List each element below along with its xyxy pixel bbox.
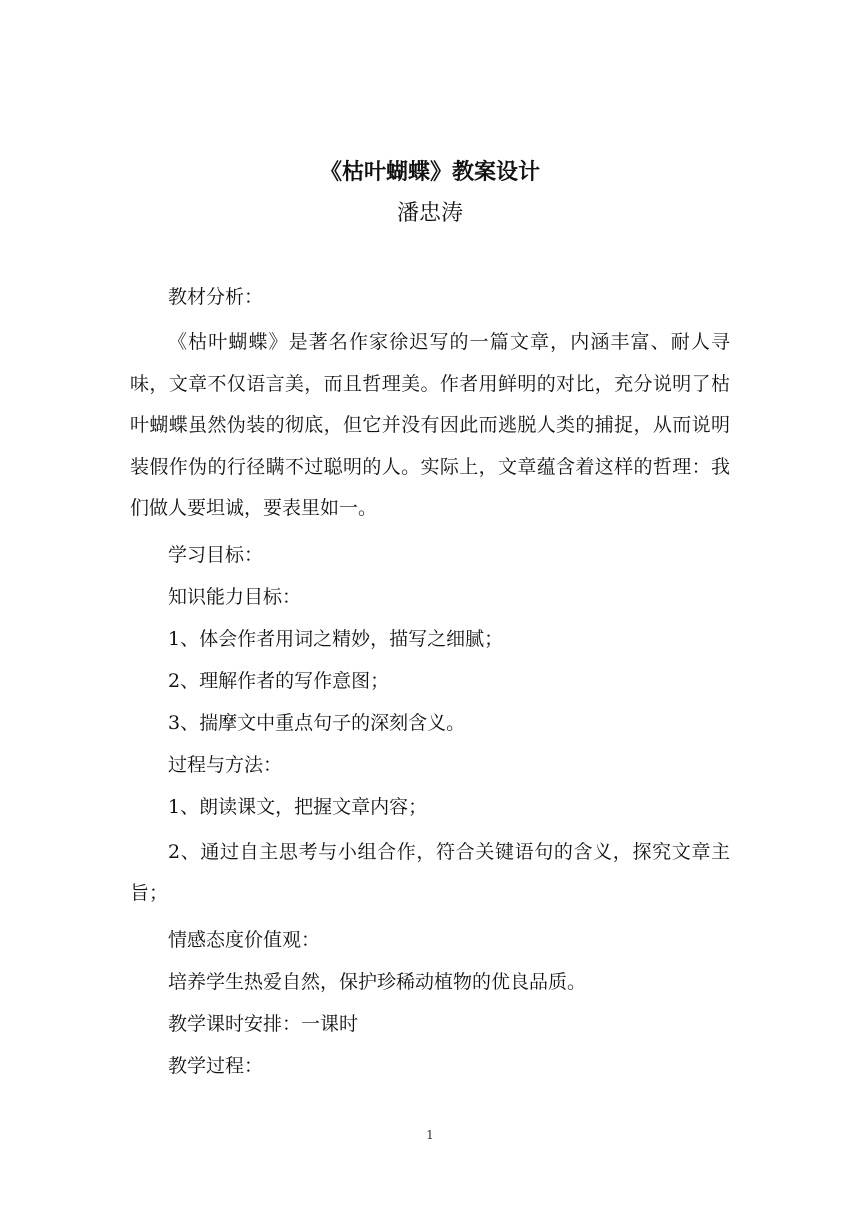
section-heading-material-analysis: 教材分析： — [168, 286, 264, 308]
list-item: 3、揣摩文中重点句子的深刻含义。 — [168, 711, 466, 734]
section-heading-teaching-process: 教学过程： — [168, 1054, 264, 1077]
document-title: 《枯叶蝴蝶》教案设计 — [319, 159, 540, 185]
list-item: 2、理解作者的写作意图； — [168, 669, 390, 692]
class-hours-text: 教学课时安排：一课时 — [168, 1012, 359, 1035]
material-analysis-paragraph: 《枯叶蝴蝶》是著名作家徐迟写的一篇文章，内涵丰富、耐人寻味，文章不仅语言美，而且哲理美。作者用鲜明的对比，充分说明了枯叶蝴蝶虽然伪装的彻底，但它并没有因此而逃脱人类的捕捉，从而说明装假作伪的行径瞒不过聪明的人。实际上，文章蕴含着这样的哲理：我们做人要坦诚，要表里如一。 — [130, 331, 730, 519]
emotion-values-text: 培养学生热爱自然，保护珍稀动植物的优良品质。 — [168, 970, 587, 993]
subheading-emotion-values: 情感态度价值观： — [168, 928, 321, 951]
subheading-process-method: 过程与方法： — [168, 753, 283, 776]
document-body — [130, 280, 730, 1091]
list-item: 1、体会作者用词之精妙，描写之细腻； — [168, 627, 504, 650]
subheading-knowledge-ability: 知识能力目标： — [168, 585, 302, 608]
page-number: 1 — [426, 1128, 434, 1142]
section-heading-learning-goals: 学习目标： — [168, 543, 264, 566]
list-item: 2、通过自主思考与小组合作，符合关键语句的含义，探究文章主旨； — [130, 840, 730, 904]
document-author: 潘忠涛 — [396, 201, 463, 226]
list-item: 1、朗读课文，把握文章内容； — [168, 795, 428, 818]
